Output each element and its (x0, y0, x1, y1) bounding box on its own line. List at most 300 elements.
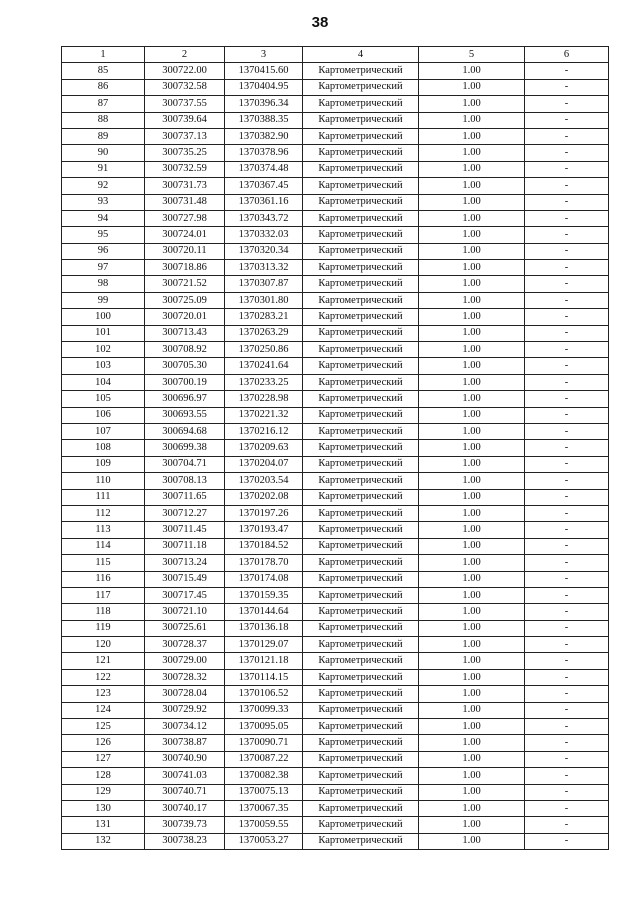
y-coordinate-cell: 1370067.35 (225, 800, 303, 816)
accuracy-cell: 1.00 (419, 571, 525, 587)
x-coordinate-cell: 300735.25 (145, 145, 225, 161)
table-row (62, 276, 609, 292)
note-cell: - (525, 407, 609, 423)
note-cell: - (525, 473, 609, 489)
note-cell: - (525, 702, 609, 718)
accuracy-cell: 1.00 (419, 686, 525, 702)
point-number-cell: 100 (62, 309, 145, 325)
x-coordinate-cell: 300705.30 (145, 358, 225, 374)
point-number-cell: 121 (62, 653, 145, 669)
point-number-cell: 113 (62, 522, 145, 538)
method-cell: Картометрический (303, 768, 419, 784)
y-coordinate-cell: 1370404.95 (225, 79, 303, 95)
x-coordinate-cell: 300725.09 (145, 292, 225, 308)
y-coordinate-cell: 1370202.08 (225, 489, 303, 505)
accuracy-cell: 1.00 (419, 374, 525, 390)
accuracy-cell: 1.00 (419, 784, 525, 800)
note-cell: - (525, 161, 609, 177)
point-number-cell: 122 (62, 669, 145, 685)
y-coordinate-cell: 1370283.21 (225, 309, 303, 325)
y-coordinate-cell: 1370343.72 (225, 210, 303, 226)
note-cell: - (525, 440, 609, 456)
point-number-cell: 127 (62, 751, 145, 767)
accuracy-cell: 1.00 (419, 342, 525, 358)
y-coordinate-cell: 1370361.16 (225, 194, 303, 210)
note-cell: - (525, 227, 609, 243)
x-coordinate-cell: 300740.71 (145, 784, 225, 800)
note-cell: - (525, 669, 609, 685)
x-coordinate-cell: 300717.45 (145, 587, 225, 603)
table-row (62, 79, 609, 95)
note-cell: - (525, 555, 609, 571)
y-coordinate-cell: 1370136.18 (225, 620, 303, 636)
x-coordinate-cell: 300712.27 (145, 505, 225, 521)
x-coordinate-cell: 300737.55 (145, 96, 225, 112)
point-number-cell: 95 (62, 227, 145, 243)
y-coordinate-cell: 1370320.34 (225, 243, 303, 259)
method-cell: Картометрический (303, 292, 419, 308)
accuracy-cell: 1.00 (419, 391, 525, 407)
method-cell: Картометрический (303, 79, 419, 95)
accuracy-cell: 1.00 (419, 751, 525, 767)
y-coordinate-cell: 1370250.86 (225, 342, 303, 358)
note-cell: - (525, 243, 609, 259)
accuracy-cell: 1.00 (419, 423, 525, 439)
table-row (62, 309, 609, 325)
header-row (62, 47, 609, 63)
column-header-1: 1 (62, 47, 145, 63)
x-coordinate-cell: 300738.87 (145, 735, 225, 751)
accuracy-cell: 1.00 (419, 637, 525, 653)
point-number-cell: 105 (62, 391, 145, 407)
x-coordinate-cell: 300718.86 (145, 260, 225, 276)
y-coordinate-cell: 1370307.87 (225, 276, 303, 292)
table-row (62, 374, 609, 390)
method-cell: Картометрический (303, 587, 419, 603)
accuracy-cell: 1.00 (419, 210, 525, 226)
table-row (62, 800, 609, 816)
y-coordinate-cell: 1370367.45 (225, 178, 303, 194)
note-cell: - (525, 505, 609, 521)
page-number: 38 (311, 14, 329, 31)
accuracy-cell: 1.00 (419, 63, 525, 79)
note-cell: - (525, 342, 609, 358)
method-cell: Картометрический (303, 325, 419, 341)
point-number-cell: 115 (62, 555, 145, 571)
x-coordinate-cell: 300731.73 (145, 178, 225, 194)
point-number-cell: 90 (62, 145, 145, 161)
method-cell: Картометрический (303, 702, 419, 718)
y-coordinate-cell: 1370332.03 (225, 227, 303, 243)
accuracy-cell: 1.00 (419, 440, 525, 456)
method-cell: Картометрический (303, 260, 419, 276)
method-cell: Картометрический (303, 407, 419, 423)
accuracy-cell: 1.00 (419, 79, 525, 95)
method-cell: Картометрический (303, 833, 419, 849)
note-cell: - (525, 817, 609, 833)
table-row (62, 686, 609, 702)
y-coordinate-cell: 1370090.71 (225, 735, 303, 751)
table-row (62, 243, 609, 259)
point-number-cell: 107 (62, 423, 145, 439)
table-row (62, 423, 609, 439)
y-coordinate-cell: 1370396.34 (225, 96, 303, 112)
note-cell: - (525, 79, 609, 95)
y-coordinate-cell: 1370193.47 (225, 522, 303, 538)
x-coordinate-cell: 300734.12 (145, 719, 225, 735)
note-cell: - (525, 735, 609, 751)
accuracy-cell: 1.00 (419, 473, 525, 489)
table-row (62, 210, 609, 226)
method-cell: Картометрический (303, 784, 419, 800)
accuracy-cell: 1.00 (419, 407, 525, 423)
y-coordinate-cell: 1370374.48 (225, 161, 303, 177)
table-row (62, 227, 609, 243)
x-coordinate-cell: 300728.32 (145, 669, 225, 685)
accuracy-cell: 1.00 (419, 489, 525, 505)
y-coordinate-cell: 1370053.27 (225, 833, 303, 849)
x-coordinate-cell: 300711.45 (145, 522, 225, 538)
accuracy-cell: 1.00 (419, 620, 525, 636)
method-cell: Картометрический (303, 342, 419, 358)
note-cell: - (525, 423, 609, 439)
y-coordinate-cell: 1370241.64 (225, 358, 303, 374)
method-cell: Картометрический (303, 374, 419, 390)
y-coordinate-cell: 1370099.33 (225, 702, 303, 718)
accuracy-cell: 1.00 (419, 145, 525, 161)
method-cell: Картометрический (303, 473, 419, 489)
table-row (62, 161, 609, 177)
table-row (62, 817, 609, 833)
y-coordinate-cell: 1370106.52 (225, 686, 303, 702)
x-coordinate-cell: 300720.11 (145, 243, 225, 259)
note-cell: - (525, 833, 609, 849)
accuracy-cell: 1.00 (419, 456, 525, 472)
method-cell: Картометрический (303, 669, 419, 685)
accuracy-cell: 1.00 (419, 587, 525, 603)
table-row (62, 473, 609, 489)
note-cell: - (525, 800, 609, 816)
y-coordinate-cell: 1370059.55 (225, 817, 303, 833)
y-coordinate-cell: 1370382.90 (225, 128, 303, 144)
table-row (62, 768, 609, 784)
point-number-cell: 114 (62, 538, 145, 554)
note-cell: - (525, 325, 609, 341)
y-coordinate-cell: 1370204.07 (225, 456, 303, 472)
note-cell: - (525, 522, 609, 538)
method-cell: Картометрический (303, 145, 419, 161)
y-coordinate-cell: 1370313.32 (225, 260, 303, 276)
table-row (62, 391, 609, 407)
accuracy-cell: 1.00 (419, 768, 525, 784)
note-cell: - (525, 604, 609, 620)
x-coordinate-cell: 300720.01 (145, 309, 225, 325)
table-row (62, 112, 609, 128)
method-cell: Картометрический (303, 719, 419, 735)
table-header (62, 47, 609, 63)
method-cell: Картометрический (303, 620, 419, 636)
accuracy-cell: 1.00 (419, 194, 525, 210)
table-row (62, 571, 609, 587)
point-number-cell: 111 (62, 489, 145, 505)
note-cell: - (525, 128, 609, 144)
point-number-cell: 124 (62, 702, 145, 718)
accuracy-cell: 1.00 (419, 604, 525, 620)
table-row (62, 653, 609, 669)
x-coordinate-cell: 300729.00 (145, 653, 225, 669)
y-coordinate-cell: 1370121.18 (225, 653, 303, 669)
method-cell: Картометрический (303, 423, 419, 439)
column-header-5: 5 (419, 47, 525, 63)
point-number-cell: 109 (62, 456, 145, 472)
point-number-cell: 101 (62, 325, 145, 341)
table-row (62, 178, 609, 194)
table-row (62, 292, 609, 308)
note-cell: - (525, 145, 609, 161)
column-header-4: 4 (303, 47, 419, 63)
method-cell: Картометрический (303, 686, 419, 702)
note-cell: - (525, 260, 609, 276)
method-cell: Картометрический (303, 227, 419, 243)
note-cell: - (525, 456, 609, 472)
x-coordinate-cell: 300699.38 (145, 440, 225, 456)
method-cell: Картометрический (303, 210, 419, 226)
accuracy-cell: 1.00 (419, 358, 525, 374)
note-cell: - (525, 653, 609, 669)
accuracy-cell: 1.00 (419, 161, 525, 177)
table-row (62, 456, 609, 472)
table-row (62, 260, 609, 276)
note-cell: - (525, 751, 609, 767)
table-row (62, 604, 609, 620)
x-coordinate-cell: 300711.65 (145, 489, 225, 505)
accuracy-cell: 1.00 (419, 227, 525, 243)
accuracy-cell: 1.00 (419, 833, 525, 849)
method-cell: Картометрический (303, 309, 419, 325)
note-cell: - (525, 637, 609, 653)
method-cell: Картометрический (303, 735, 419, 751)
y-coordinate-cell: 1370114.15 (225, 669, 303, 685)
accuracy-cell: 1.00 (419, 178, 525, 194)
accuracy-cell: 1.00 (419, 817, 525, 833)
point-number-cell: 104 (62, 374, 145, 390)
x-coordinate-cell: 300728.04 (145, 686, 225, 702)
x-coordinate-cell: 300704.71 (145, 456, 225, 472)
x-coordinate-cell: 300713.43 (145, 325, 225, 341)
method-cell: Картометрический (303, 112, 419, 128)
y-coordinate-cell: 1370216.12 (225, 423, 303, 439)
point-number-cell: 92 (62, 178, 145, 194)
table-row (62, 358, 609, 374)
point-number-cell: 99 (62, 292, 145, 308)
column-header-3: 3 (225, 47, 303, 63)
x-coordinate-cell: 300711.18 (145, 538, 225, 554)
x-coordinate-cell: 300740.90 (145, 751, 225, 767)
y-coordinate-cell: 1370174.08 (225, 571, 303, 587)
x-coordinate-cell: 300727.98 (145, 210, 225, 226)
accuracy-cell: 1.00 (419, 292, 525, 308)
x-coordinate-cell: 300708.13 (145, 473, 225, 489)
accuracy-cell: 1.00 (419, 96, 525, 112)
x-coordinate-cell: 300696.97 (145, 391, 225, 407)
point-number-cell: 106 (62, 407, 145, 423)
accuracy-cell: 1.00 (419, 243, 525, 259)
note-cell: - (525, 538, 609, 554)
point-number-cell: 86 (62, 79, 145, 95)
x-coordinate-cell: 300694.68 (145, 423, 225, 439)
point-number-cell: 129 (62, 784, 145, 800)
x-coordinate-cell: 300725.61 (145, 620, 225, 636)
accuracy-cell: 1.00 (419, 702, 525, 718)
method-cell: Картометрический (303, 161, 419, 177)
method-cell: Картометрический (303, 456, 419, 472)
x-coordinate-cell: 300708.92 (145, 342, 225, 358)
method-cell: Картометрический (303, 440, 419, 456)
x-coordinate-cell: 300738.23 (145, 833, 225, 849)
point-number-cell: 98 (62, 276, 145, 292)
table-row (62, 784, 609, 800)
note-cell: - (525, 292, 609, 308)
y-coordinate-cell: 1370233.25 (225, 374, 303, 390)
point-number-cell: 108 (62, 440, 145, 456)
accuracy-cell: 1.00 (419, 522, 525, 538)
method-cell: Картометрический (303, 505, 419, 521)
y-coordinate-cell: 1370082.38 (225, 768, 303, 784)
point-number-cell: 118 (62, 604, 145, 620)
y-coordinate-cell: 1370388.35 (225, 112, 303, 128)
table-row (62, 587, 609, 603)
method-cell: Картометрический (303, 800, 419, 816)
x-coordinate-cell: 300721.52 (145, 276, 225, 292)
column-header-2: 2 (145, 47, 225, 63)
y-coordinate-cell: 1370197.26 (225, 505, 303, 521)
y-coordinate-cell: 1370221.32 (225, 407, 303, 423)
note-cell: - (525, 309, 609, 325)
point-number-cell: 97 (62, 260, 145, 276)
point-number-cell: 96 (62, 243, 145, 259)
table-row (62, 522, 609, 538)
y-coordinate-cell: 1370184.52 (225, 538, 303, 554)
x-coordinate-cell: 300713.24 (145, 555, 225, 571)
y-coordinate-cell: 1370095.05 (225, 719, 303, 735)
y-coordinate-cell: 1370378.96 (225, 145, 303, 161)
method-cell: Картометрический (303, 571, 419, 587)
x-coordinate-cell: 300732.59 (145, 161, 225, 177)
point-number-cell: 126 (62, 735, 145, 751)
accuracy-cell: 1.00 (419, 128, 525, 144)
point-number-cell: 132 (62, 833, 145, 849)
accuracy-cell: 1.00 (419, 325, 525, 341)
method-cell: Картометрический (303, 194, 419, 210)
accuracy-cell: 1.00 (419, 260, 525, 276)
coordinates-table (61, 46, 609, 850)
method-cell: Картометрический (303, 358, 419, 374)
table-row (62, 833, 609, 849)
table-row (62, 440, 609, 456)
point-number-cell: 88 (62, 112, 145, 128)
point-number-cell: 131 (62, 817, 145, 833)
y-coordinate-cell: 1370075.13 (225, 784, 303, 800)
table-body (62, 63, 609, 850)
table-row (62, 555, 609, 571)
x-coordinate-cell: 300737.13 (145, 128, 225, 144)
method-cell: Картометрический (303, 555, 419, 571)
point-number-cell: 123 (62, 686, 145, 702)
accuracy-cell: 1.00 (419, 309, 525, 325)
method-cell: Картометрический (303, 391, 419, 407)
note-cell: - (525, 587, 609, 603)
accuracy-cell: 1.00 (419, 653, 525, 669)
accuracy-cell: 1.00 (419, 112, 525, 128)
y-coordinate-cell: 1370209.63 (225, 440, 303, 456)
x-coordinate-cell: 300715.49 (145, 571, 225, 587)
note-cell: - (525, 571, 609, 587)
table-row (62, 620, 609, 636)
point-number-cell: 93 (62, 194, 145, 210)
table-row (62, 669, 609, 685)
accuracy-cell: 1.00 (419, 505, 525, 521)
note-cell: - (525, 768, 609, 784)
y-coordinate-cell: 1370301.80 (225, 292, 303, 308)
x-coordinate-cell: 300700.19 (145, 374, 225, 390)
accuracy-cell: 1.00 (419, 735, 525, 751)
note-cell: - (525, 784, 609, 800)
method-cell: Картометрический (303, 751, 419, 767)
x-coordinate-cell: 300739.64 (145, 112, 225, 128)
method-cell: Картометрический (303, 637, 419, 653)
point-number-cell: 102 (62, 342, 145, 358)
x-coordinate-cell: 300740.17 (145, 800, 225, 816)
table-row (62, 96, 609, 112)
note-cell: - (525, 686, 609, 702)
point-number-cell: 87 (62, 96, 145, 112)
y-coordinate-cell: 1370159.35 (225, 587, 303, 603)
x-coordinate-cell: 300741.03 (145, 768, 225, 784)
table-row (62, 751, 609, 767)
accuracy-cell: 1.00 (419, 719, 525, 735)
x-coordinate-cell: 300693.55 (145, 407, 225, 423)
method-cell: Картометрический (303, 653, 419, 669)
x-coordinate-cell: 300728.37 (145, 637, 225, 653)
x-coordinate-cell: 300722.00 (145, 63, 225, 79)
y-coordinate-cell: 1370144.64 (225, 604, 303, 620)
y-coordinate-cell: 1370178.70 (225, 555, 303, 571)
column-header-6: 6 (525, 47, 609, 63)
note-cell: - (525, 210, 609, 226)
note-cell: - (525, 620, 609, 636)
method-cell: Картометрический (303, 489, 419, 505)
x-coordinate-cell: 300721.10 (145, 604, 225, 620)
x-coordinate-cell: 300731.48 (145, 194, 225, 210)
accuracy-cell: 1.00 (419, 276, 525, 292)
x-coordinate-cell: 300732.58 (145, 79, 225, 95)
point-number-cell: 91 (62, 161, 145, 177)
point-number-cell: 117 (62, 587, 145, 603)
note-cell: - (525, 489, 609, 505)
method-cell: Картометрический (303, 243, 419, 259)
point-number-cell: 120 (62, 637, 145, 653)
note-cell: - (525, 374, 609, 390)
point-number-cell: 103 (62, 358, 145, 374)
table-row (62, 325, 609, 341)
note-cell: - (525, 358, 609, 374)
table-row (62, 505, 609, 521)
table-row (62, 489, 609, 505)
point-number-cell: 85 (62, 63, 145, 79)
table-row (62, 407, 609, 423)
point-number-cell: 119 (62, 620, 145, 636)
method-cell: Картометрический (303, 817, 419, 833)
